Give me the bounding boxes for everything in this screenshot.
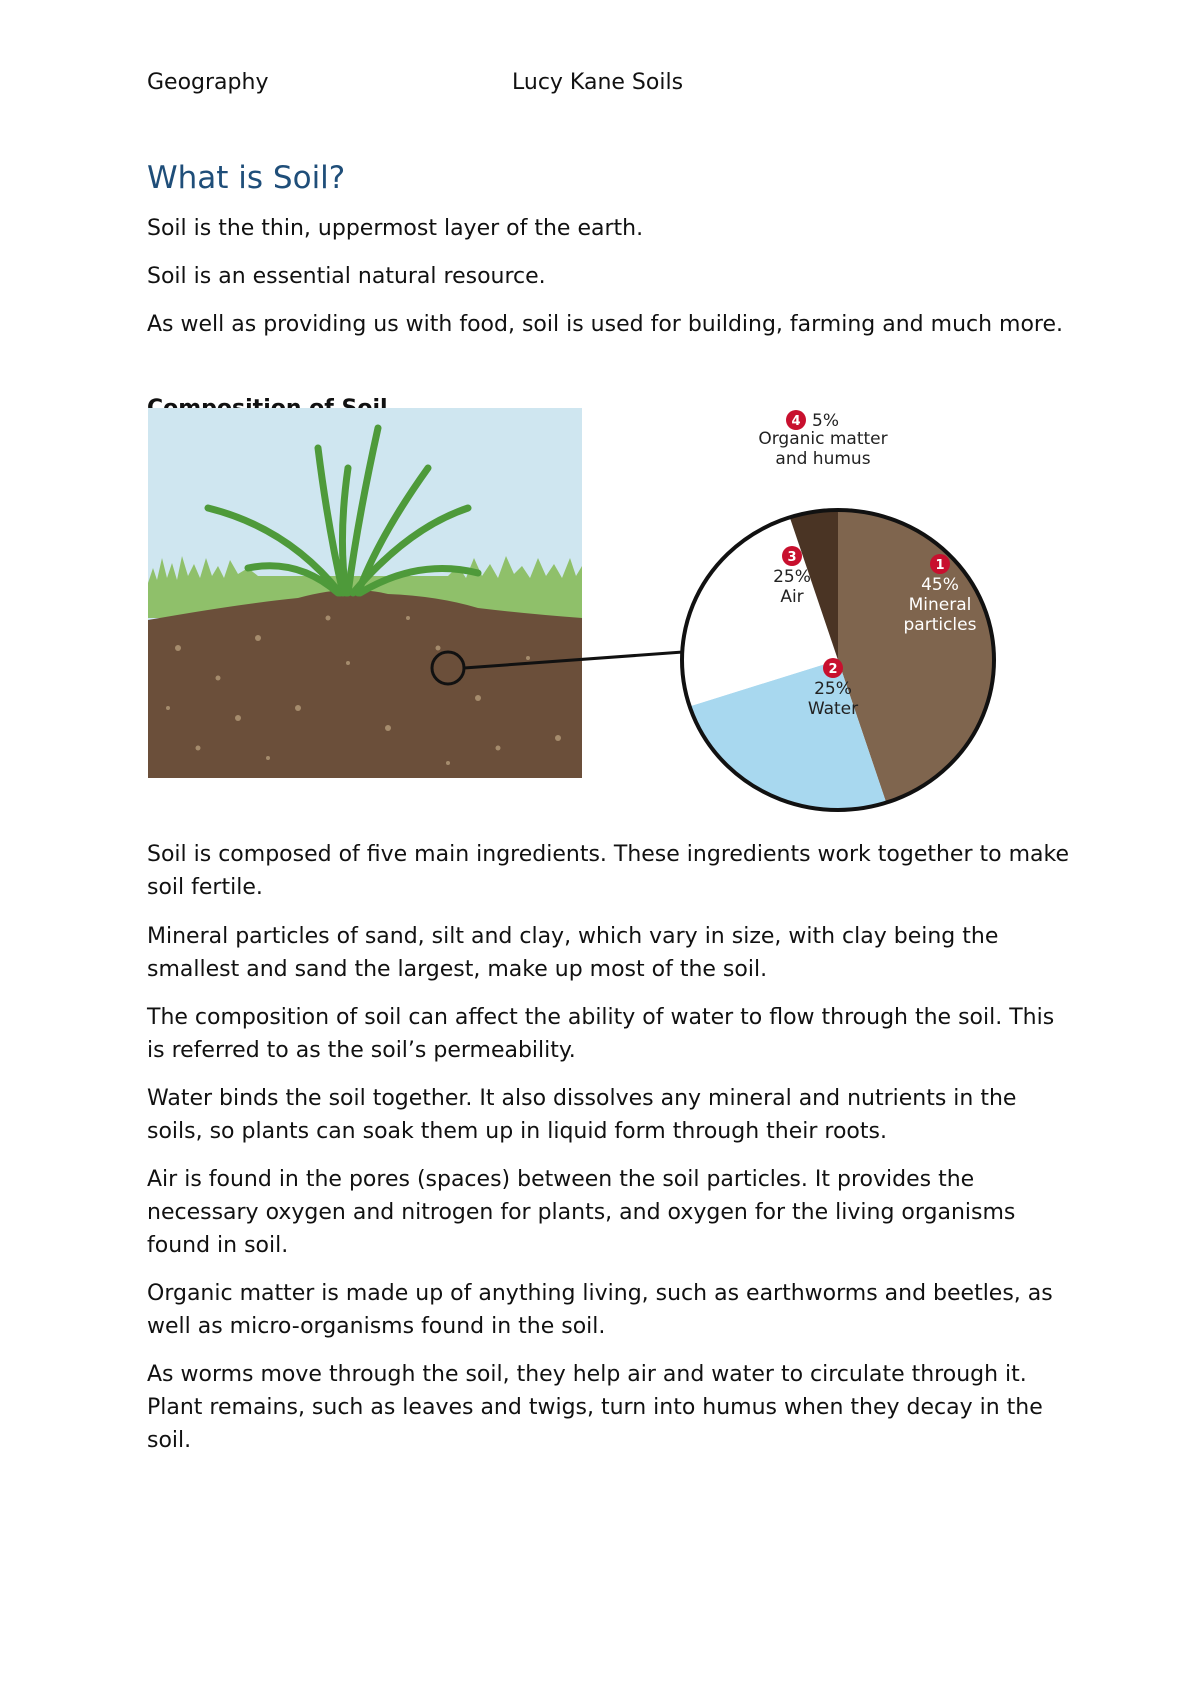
body-paragraph: Water binds the soil together. It also dissolves any mineral and nutrients in the soils, so plants can soak them up in liquid form through their roots. bbox=[147, 1086, 1017, 1144]
body-paragraph: Organic matter is made up of anything living, such as earthworms and beetles, as well as micro-organisms found in the soil. bbox=[147, 1281, 1053, 1339]
intro-paragraph: Soil is an essential natural resource. bbox=[147, 264, 546, 289]
pie-name-label: Mineral bbox=[908, 595, 972, 615]
pie-percent-label: 25% bbox=[814, 679, 852, 699]
pie-badge-number: 1 bbox=[935, 558, 945, 573]
pie-badge-number: 4 bbox=[791, 414, 801, 429]
soil-composition-figure bbox=[148, 408, 1018, 783]
body-paragraph: As worms move through the soil, they help air and water to circulate through it. Plant remains, such as leaves and twigs, turn into humus when they decay in the soil. bbox=[147, 1362, 1043, 1453]
page-title: What is Soil? bbox=[147, 160, 346, 196]
pie-name-label: and humus bbox=[775, 449, 871, 469]
pie-percent-label: 45% bbox=[921, 575, 959, 595]
pie-name-label: Organic matter bbox=[758, 429, 888, 449]
intro-paragraph: As well as providing us with food, soil is used for building, farming and much more. bbox=[147, 312, 1064, 337]
header-author-topic: Lucy Kane Soils bbox=[512, 70, 684, 95]
body-paragraph: Mineral particles of sand, silt and clay, which vary in size, with clay being the smallest and sand the largest, make up most of the soil. bbox=[147, 924, 999, 982]
intro-paragraph: Soil is the thin, uppermost layer of the earth. bbox=[147, 216, 644, 241]
soil-illustration bbox=[148, 408, 683, 778]
pie-name-label: Air bbox=[780, 587, 804, 607]
pie-badge-number: 2 bbox=[828, 662, 838, 677]
body-paragraph: Soil is composed of five main ingredients. These ingredients work together to make soil fertile. bbox=[147, 842, 1069, 900]
pie-badge-number: 3 bbox=[787, 550, 797, 565]
soil-composition-pie-chart bbox=[682, 410, 994, 810]
pie-percent-label: 25% bbox=[773, 567, 811, 587]
section-heading bbox=[147, 392, 388, 408]
body-paragraph: Air is found in the pores (spaces) between the soil particles. It provides the necessary oxygen and nitrogen for plants, and oxygen for the living organisms found in soil. bbox=[147, 1167, 1016, 1258]
pie-percent-label: 5% bbox=[812, 411, 839, 431]
pie-label-organic bbox=[758, 410, 887, 469]
body-paragraph: The composition of soil can affect the ability of water to flow through the soil. This is referred to as the soil’s permeability. bbox=[147, 1005, 1055, 1063]
pie-name-label: Water bbox=[807, 699, 859, 719]
soil-ground bbox=[148, 590, 582, 778]
pie-name-label: particles bbox=[903, 615, 977, 635]
header-subject: Geography bbox=[147, 70, 269, 95]
